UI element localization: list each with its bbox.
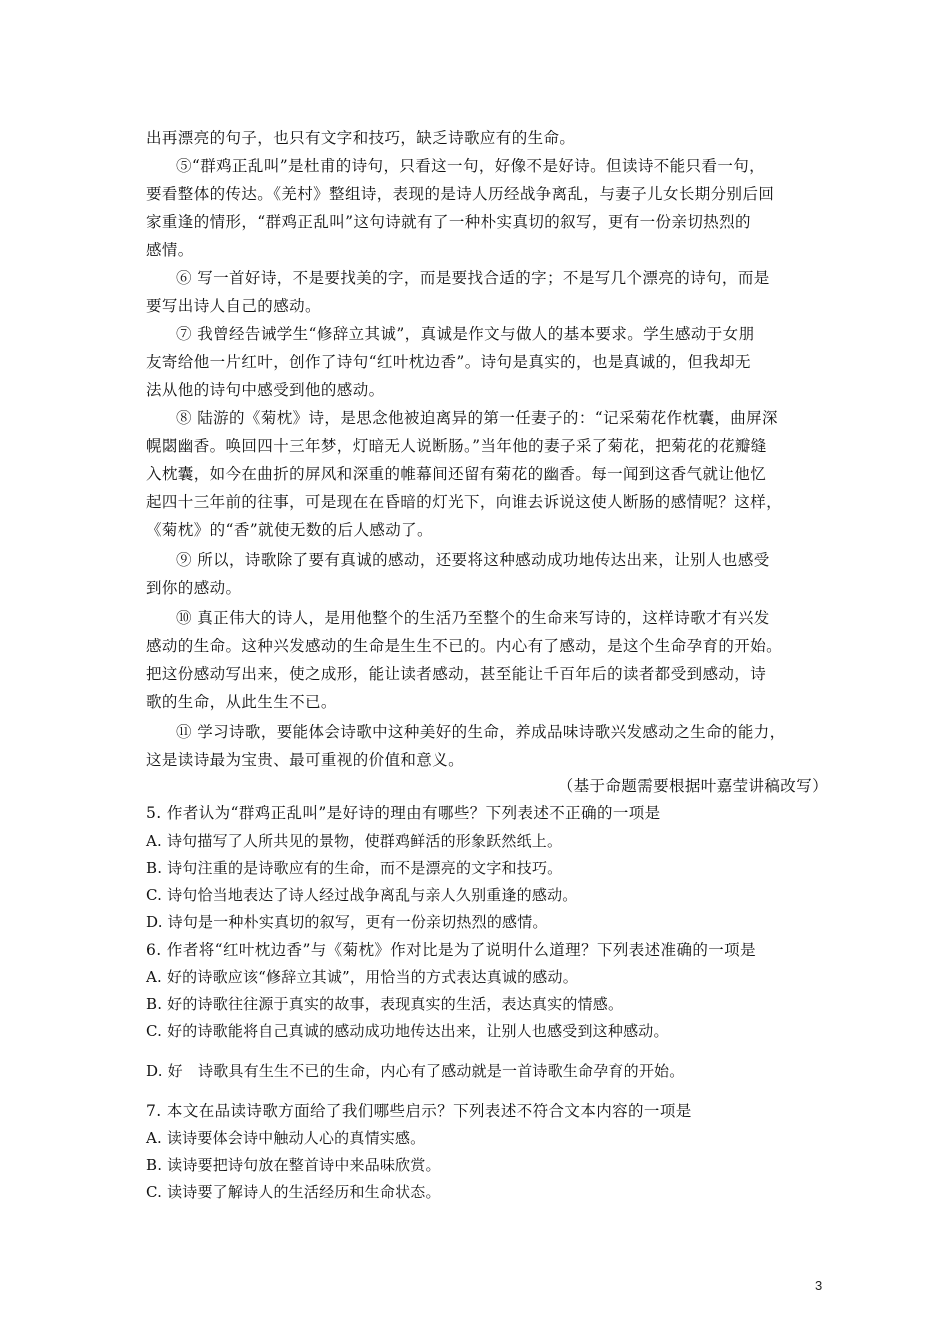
question-option: A. 好的诗歌应该“修辞立其诚”，用恰当的方式表达真诚的感动。 xyxy=(146,968,578,986)
passage-line: 歌的生命，从此生生不已。 xyxy=(146,693,337,711)
question-option: A. 诗句描写了人所共见的景物，使群鸡鲜活的形象跃然纸上。 xyxy=(146,832,563,850)
question-option: C. 读诗要了解诗人的生活经历和生命状态。 xyxy=(146,1183,441,1201)
question-option: C. 好的诗歌能将自己真诚的感动成功地传达出来，让别人也感受到这种感动。 xyxy=(146,1022,669,1040)
passage-line: 友寄给他一片红叶，创作了诗句“红叶枕边香”。诗句是真实的，也是真诚的，但我却无 xyxy=(146,353,751,371)
question-option: B. 好的诗歌往往源于真实的故事，表现真实的生活，表达真实的情感。 xyxy=(146,995,624,1013)
passage-line: 家重逢的情形，“群鸡正乱叫”这句诗就有了一种朴实真切的叙写，更有一份亲切热烈的 xyxy=(146,213,751,231)
passage-line: 感动的生命。这种兴发感动的生命是生生不已的。内心有了感动，是这个生命孕育的开始。 xyxy=(146,637,783,655)
question-stem: 5. 作者认为“群鸡正乱叫”是好诗的理由有哪些？下列表述不正确的一项是 xyxy=(146,804,661,822)
page-number: 3 xyxy=(815,1278,823,1293)
passage-line: 出再漂亮的句子，也只有文字和技巧，缺乏诗歌应有的生命。 xyxy=(146,129,576,147)
passage-line: 把这份感动写出来，使之成形，能让读者感动，甚至能让千百年后的读者都受到感动，诗 xyxy=(146,665,767,683)
passage-line: ⑧ 陆游的《菊枕》诗，是思念他被迫离异的第一任妻子的：“记采菊花作枕囊，曲屏深 xyxy=(176,409,778,427)
question-stem: 6. 作者将“红叶枕边香”与《菊枕》作对比是为了说明什么道理？下列表述准确的一项是 xyxy=(146,941,756,959)
passage-line: 要看整体的传达。《羌村》整组诗，表现的是诗人历经战争离乱，与妻子儿女长期分别后回 xyxy=(146,185,775,203)
passage-line: ⑪ 学习诗歌，要能体会诗歌中这种美好的生命，养成品味诗歌兴发感动之生命的能力， xyxy=(176,723,786,741)
passage-line: ⑩ 真正伟大的诗人，是用他整个的生活乃至整个的生命来写诗的，这样诗歌才有兴发 xyxy=(176,609,770,627)
passage-line: 入枕囊，如今在曲折的屏风和深重的帷幕间还留有菊花的幽香。每一闻到这香气就让他忆 xyxy=(146,465,767,483)
question-option: D. 诗句是一种朴实真切的叙写，更有一份亲切热烈的感情。 xyxy=(146,913,548,931)
question-stem: 7. 本文在品读诗歌方面给了我们哪些启示？下列表述不符合文本内容的一项是 xyxy=(146,1102,692,1120)
passage-line: 法从他的诗句中感受到他的感动。 xyxy=(146,381,385,399)
passage-line: ⑦ 我曾经告诫学生“修辞立其诚”，真诚是作文与做人的基本要求。学生感动于女朋 xyxy=(176,325,755,343)
question-option: B. 诗句注重的是诗歌应有的生命，而不是漂亮的文字和技巧。 xyxy=(146,859,563,877)
passage-line: 感情。 xyxy=(146,241,194,259)
question-option: C. 诗句恰当地表达了诗人经过战争离乱与亲人久别重逢的感动。 xyxy=(146,886,578,904)
passage-line: 这是读诗最为宝贵、最可重视的价值和意义。 xyxy=(146,751,465,769)
passage-line: ⑨ 所以，诗歌除了要有真诚的感动，还要将这种感动成功地传达出来，让别人也感受 xyxy=(176,551,770,569)
passage-line: 幌閟幽香。唤回四十三年梦，灯暗无人说断肠。”当年他的妻子采了菊花，把菊花的花瓣缝 xyxy=(146,437,767,455)
passage-line: ⑤“群鸡正乱叫”是杜甫的诗句，只看这一句，好像不是好诗。但读诗不能只看一句， xyxy=(176,157,766,175)
passage-line: 起四十三年前的往事，可是现在在昏暗的灯光下，向谁去诉说这使人断肠的感情呢？这样， xyxy=(146,493,783,511)
passage-source: （基于命题需要根据叶嘉莹讲稿改写） xyxy=(557,777,828,795)
passage-line: ⑥ 写一首好诗，不是要找美的字，而是要找合适的字；不是写几个漂亮的诗句，而是 xyxy=(176,269,770,287)
question-option: B. 读诗要把诗句放在整首诗中来品味欣赏。 xyxy=(146,1156,441,1174)
question-option: A. 读诗要体会诗中触动人心的真情实感。 xyxy=(146,1129,426,1147)
passage-line: 《菊枕》的“香”就使无数的后人感动了。 xyxy=(146,521,433,539)
passage-line: 要写出诗人自己的感动。 xyxy=(146,297,321,315)
question-option: D. 好 诗歌具有生生不已的生命，内心有了感动就是一首诗歌生命孕育的开始。 xyxy=(146,1062,685,1080)
passage-line: 到你的感动。 xyxy=(146,579,242,597)
